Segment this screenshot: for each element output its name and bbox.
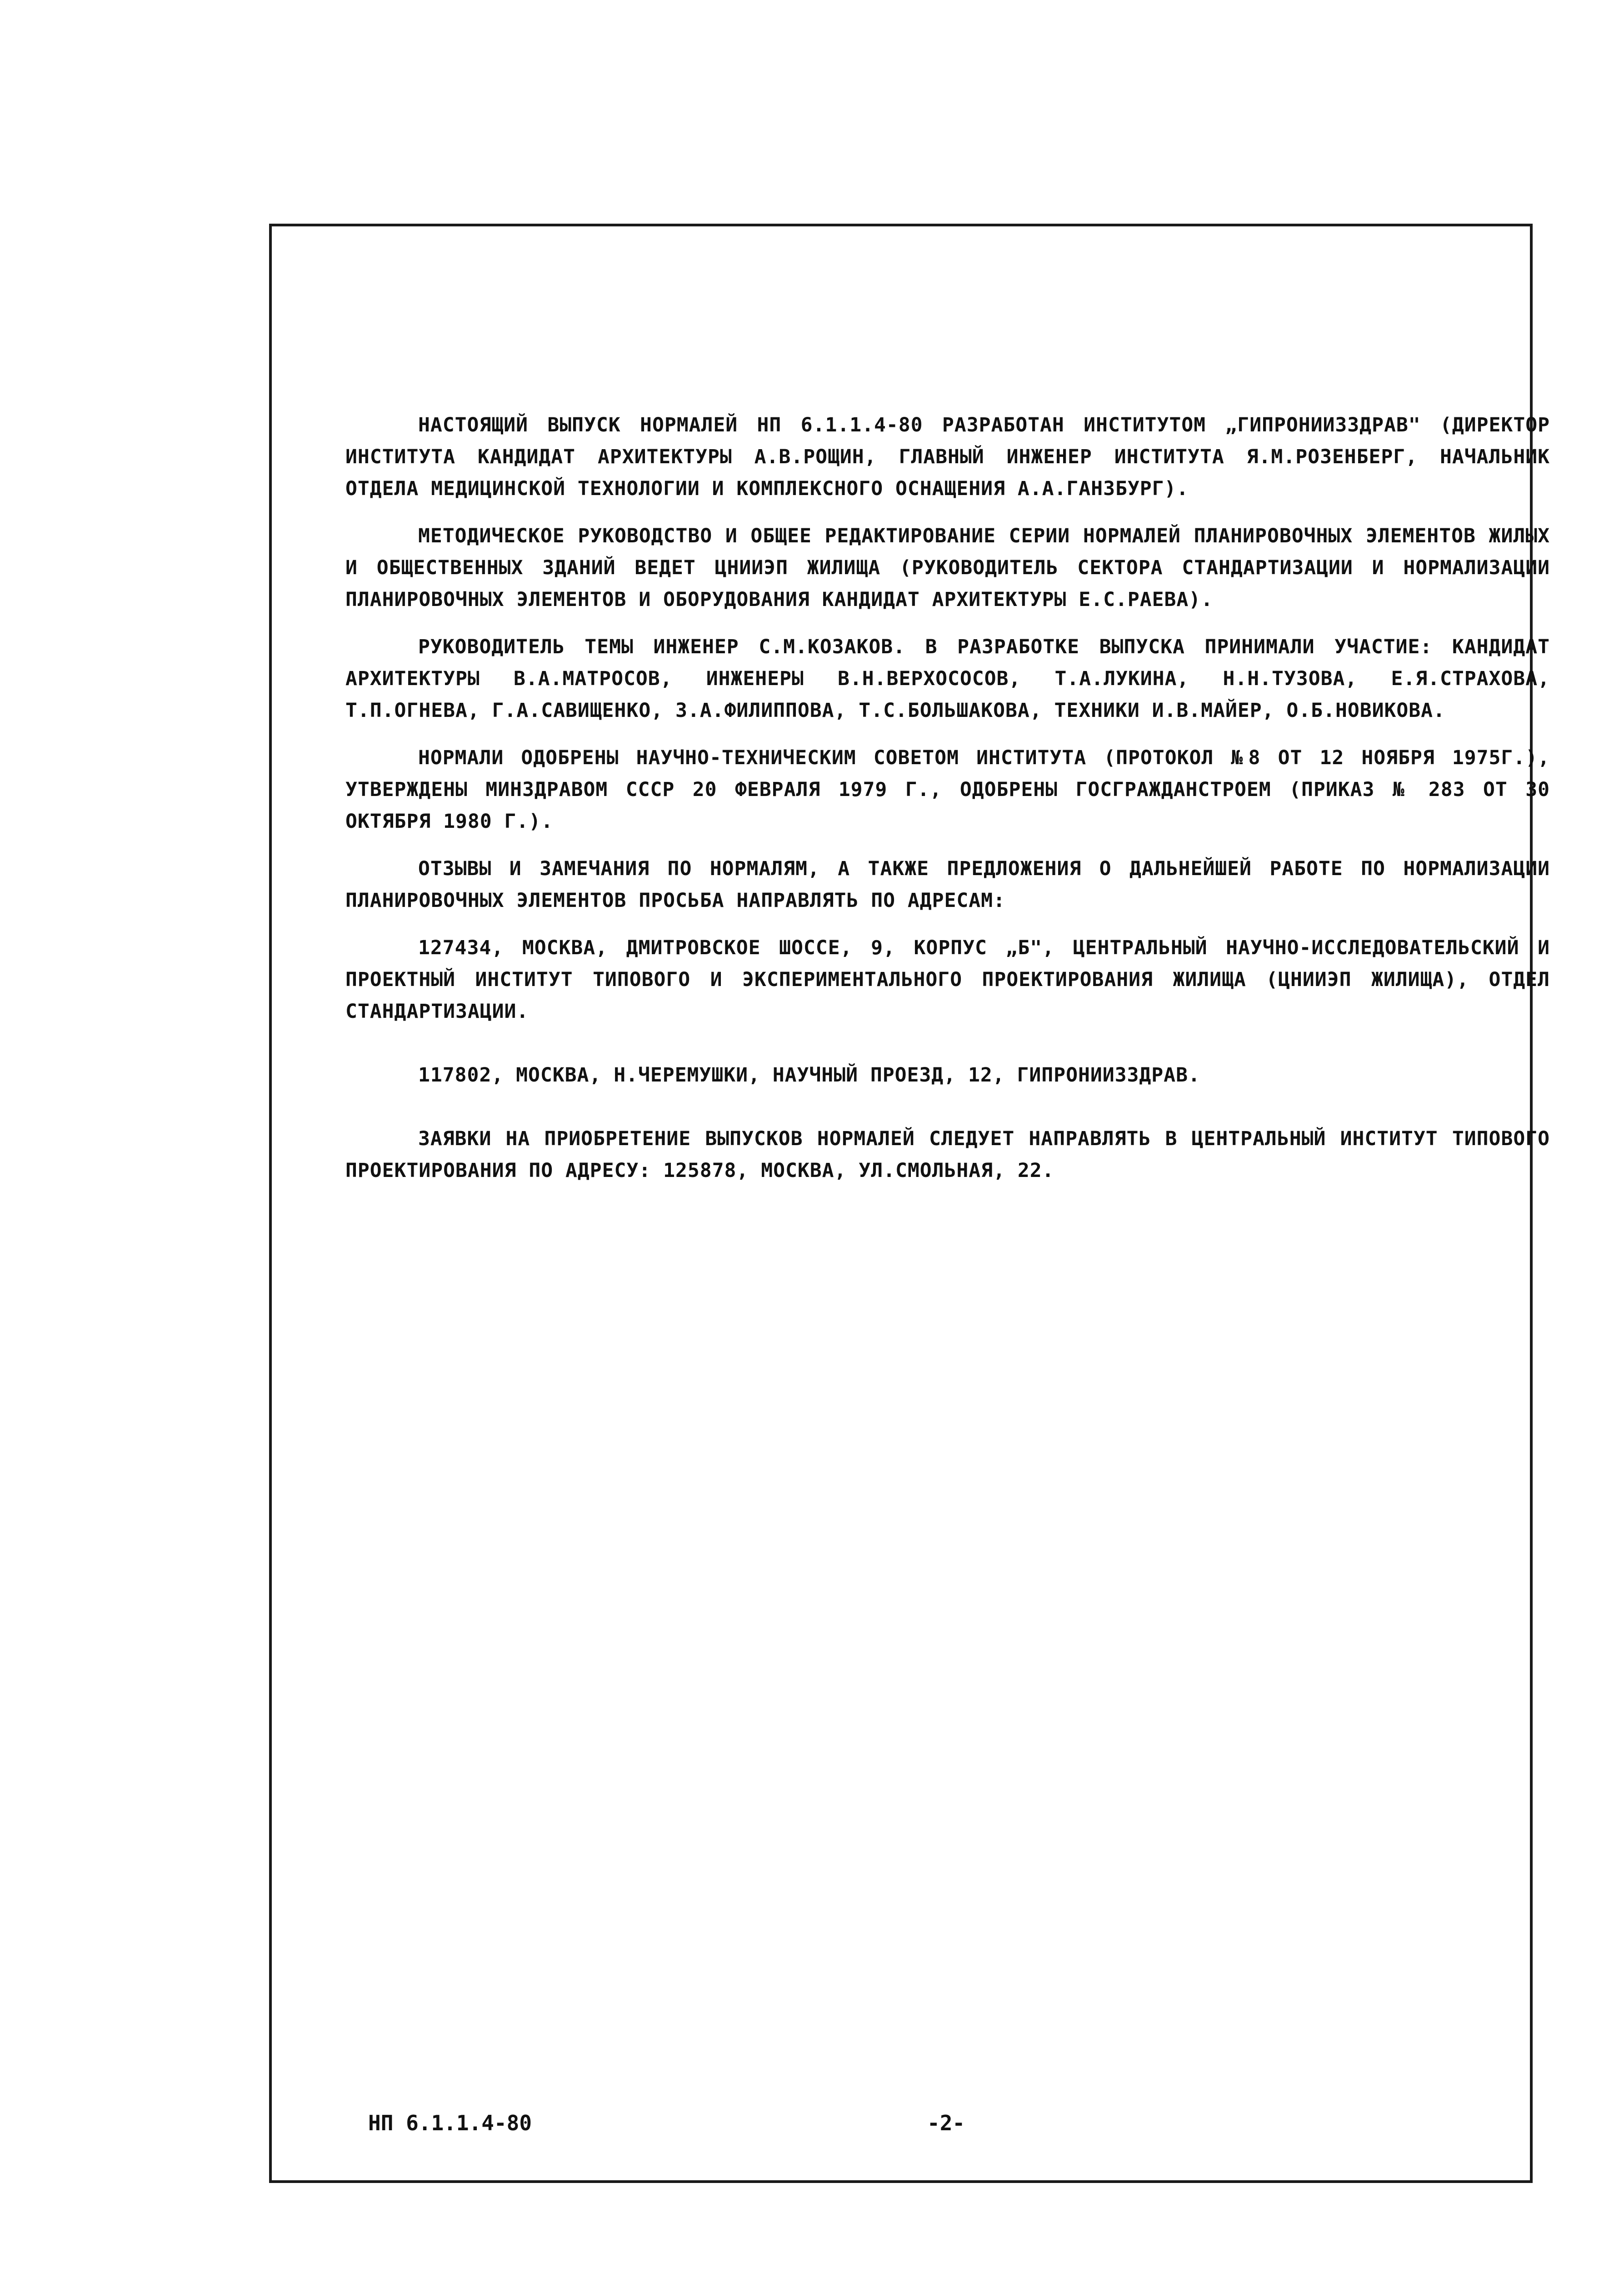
paragraph-methodology: МЕТОДИЧЕСКОЕ РУКОВОДСТВО И ОБЩЕЕ РЕДАКТИРОВАНИЕ СЕРИИ НОРМАЛЕЙ ПЛАНИРОВОЧНЫХ ЭЛЕМЕНТОВ ЖИЛЫХ И ОБЩЕСТВЕННЫХ ЗДАНИЙ ВЕДЕТ ЦНИИЭП ЖИЛИЩА (РУКОВОДИТЕЛЬ СЕКТОРА СТАНДАРТИЗАЦИИ И НОРМАЛИЗАЦИИ ПЛАНИРОВОЧНЫХ ЭЛЕМЕНТОВ И ОБОРУДОВАНИЯ КАНДИДАТ АРХИТЕКТУРЫ Е.С.РАЕВА). xyxy=(345,525,1550,611)
footer-document-code: НП 6.1.1.4-80 xyxy=(368,2111,532,2135)
paragraph-address-1: 127434, МОСКВА, ДМИТРОВСКОЕ ШОССЕ, 9, КОРПУС „Б", ЦЕНТРАЛЬНЫЙ НАУЧНО-ИССЛЕДОВАТЕЛЬСКИЙ И ПРОЕКТНЫЙ ИНСТИТУТ ТИПОВОГО И ЭКСПЕРИМЕНТАЛЬНОГО ПРОЕКТИРОВАНИЯ ЖИЛИЩА (ЦНИИЭП ЖИЛИЩА), ОТДЕЛ СТАНДАРТИЗАЦИИ. xyxy=(345,936,1550,1023)
paragraph-feedback: ОТЗЫВЫ И ЗАМЕЧАНИЯ ПО НОРМАЛЯМ, А ТАКЖЕ ПРЕДЛОЖЕНИЯ О ДАЛЬНЕЙШЕЙ РАБОТЕ ПО НОРМАЛИЗАЦИИ ПЛАНИРОВОЧНЫХ ЭЛЕМЕНТОВ ПРОСЬБА НАПРАВЛЯТЬ ПО АДРЕСАМ: xyxy=(345,857,1550,912)
paragraph-orders: ЗАЯВКИ НА ПРИОБРЕТЕНИЕ ВЫПУСКОВ НОРМАЛЕЙ СЛЕДУЕТ НАПРАВЛЯТЬ В ЦЕНТРАЛЬНЫЙ ИНСТИТУТ ТИПОВОГО ПРОЕКТИРОВАНИЯ ПО АДРЕСУ: 125878, МОСКВА, УЛ.СМОЛЬНАЯ, 22. xyxy=(345,1127,1550,1182)
paragraph-authors: НАСТОЯЩИЙ ВЫПУСК НОРМАЛЕЙ НП 6.1.1.4-80 РАЗРАБОТАН ИНСТИТУТОМ „ГИПРОНИИЗЗДРАВ" (ДИРЕКТОР ИНСТИТУТА КАНДИДАТ АРХИТЕКТУРЫ А.В.РОЩИН, ГЛАВНЫЙ ИНЖЕНЕР ИНСТИТУТА Я.М.РОЗЕНБЕРГ, НАЧАЛЬНИК ОТДЕЛА МЕДИЦИНСКОЙ ТЕХНОЛОГИИ И КОМПЛЕКСНОГО ОСНАЩЕНИЯ А.А.ГАНЗБУРГ). xyxy=(345,414,1550,500)
paragraph-team: РУКОВОДИТЕЛЬ ТЕМЫ ИНЖЕНЕР С.М.КОЗАКОВ. В РАЗРАБОТКЕ ВЫПУСКА ПРИНИМАЛИ УЧАСТИЕ: КАНДИДАТ АРХИТЕКТУРЫ В.А.МАТРОСОВ, ИНЖЕНЕРЫ В.Н.ВЕРХОСОСОВ, Т.А.ЛУКИНА, Н.Н.ТУЗОВА, Е.Я.СТРАХОВА, Т.П.ОГНЕВА, Г.А.САВИЩЕНКО, З.А.ФИЛИППОВА, Т.С.БОЛЬШАКОВА, ТЕХНИКИ И.В.МАЙЕР, О.Б.НОВИКОВА. xyxy=(345,636,1550,722)
footer-page-number: -2- xyxy=(927,2111,965,2135)
paragraph-approval: НОРМАЛИ ОДОБРЕНЫ НАУЧНО-ТЕХНИЧЕСКИМ СОВЕТОМ ИНСТИТУТА (ПРОТОКОЛ №8 ОТ 12 НОЯБРЯ 1975Г.), УТВЕРЖДЕНЫ МИНЗДРАВОМ СССР 20 ФЕВРАЛЯ 1979 Г., ОДОБРЕНЫ ГОСГРАЖДАНСТРОЕМ (ПРИКАЗ № 283 ОТ 30 ОКТЯБРЯ 1980 Г.). xyxy=(345,746,1550,833)
paragraph-address-2: 117802, МОСКВА, Н.ЧЕРЕМУШКИ, НАУЧНЫЙ ПРОЕЗД, 12, ГИПРОНИИЗЗДРАВ. xyxy=(418,1064,1200,1086)
document-body xyxy=(345,409,1550,1202)
